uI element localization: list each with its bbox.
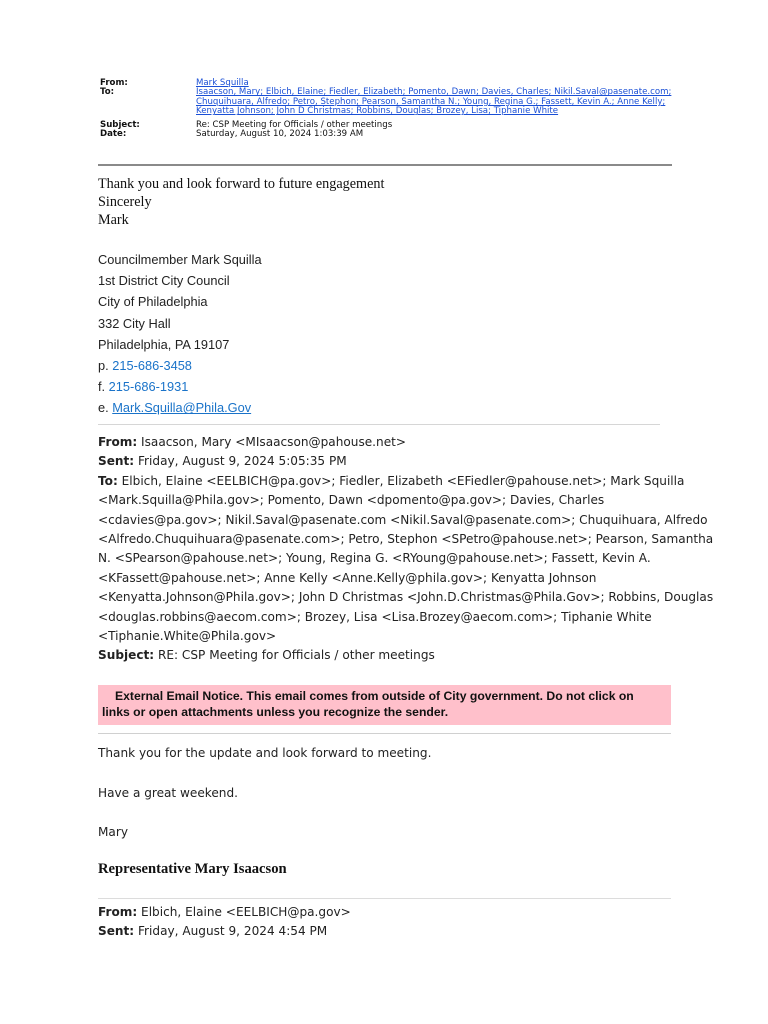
header-subject-label: Subject:: [100, 119, 140, 130]
quoted-to-row: [98, 472, 685, 491]
quoted-sent-label: Sent:: [98, 454, 135, 469]
external-email-notice: [98, 685, 671, 725]
quoted-from-row: [98, 433, 673, 452]
quoted-to-label: To:: [98, 473, 118, 488]
email-header: [100, 79, 672, 139]
reply-body: [98, 175, 384, 229]
header-date-label: Date:: [100, 129, 127, 140]
reply-line: Mark: [98, 212, 129, 228]
header-to-row: [100, 88, 672, 116]
body-line-2: Have a great weekend.: [98, 786, 238, 800]
quoted2-from-row: [98, 903, 673, 922]
quoted2-sent-row: [98, 922, 673, 941]
quoted-sent-value: Friday, August 9, 2024 5:05:35 PM: [134, 454, 347, 469]
reply-line: Sincerely: [98, 194, 152, 210]
header-from-link[interactable]: Mark Squilla: [196, 78, 249, 88]
quoted2-sent-label: Sent:: [98, 924, 135, 939]
quoted-to-line: <Alfredo.Chuquihuara@pasenate.com>; Petro, Stephon <SPetro@pahouse.net>; Pearson, Samantha: [98, 532, 714, 547]
quoted-from-value: Isaacson, Mary <MIsaacson@pahouse.net>: [137, 435, 407, 449]
phone-link[interactable]: 215-686-3458: [112, 358, 192, 374]
quoted2-from-value: Elbich, Elaine <EELBICH@pa.gov>: [137, 905, 351, 919]
quoted-to-line: <douglas.robbins@aecom.com>; Brozey, Lisa <Lisa.Brozey@aecom.com>; Tiphanie White: [98, 609, 652, 624]
quoted-to-value: Elbich, Elaine <EELBICH@pa.gov>; Fiedler, Elizabeth <EFiedler@pahouse.net>; Mark Squilla: [117, 473, 685, 488]
signature-district: 1st District City Council: [98, 273, 230, 289]
signature-address: 332 City Hall: [98, 315, 171, 331]
signature-name: Councilmember Mark Squilla: [98, 252, 262, 267]
header-to-line[interactable]: Chuquihuara, Alfredo; Petro, Stephon; Pearson, Samantha N.; Young, Regina G.; Fassett, Kevin A.; Anne Kelly;: [196, 96, 666, 107]
header-to-label: To:: [100, 87, 115, 98]
representative-name: Representative Mary Isaacson: [98, 861, 287, 877]
signature-city-state: Philadelphia, PA 19107: [98, 336, 230, 352]
notice-line-1: External Email Notice. This email comes from outside of City government. Do not click on: [115, 689, 634, 703]
notice-divider: [98, 733, 671, 734]
header-to-recipients: [196, 88, 672, 116]
quoted-to-line: <KFassett@pahouse.net>; Anne Kelly <Anne.Kelly@phila.gov>; Kenyatta Johnson: [98, 570, 597, 585]
quoted-to-line: <Tiphanie.White@Phila.gov>: [98, 629, 277, 644]
quoted-header-1: [98, 433, 714, 666]
body-line-3: Mary: [98, 825, 128, 839]
email-prefix: e.: [98, 400, 113, 416]
header-date-row: [100, 130, 672, 139]
header-to-line[interactable]: Isaacson, Mary; Elbich, Elaine; Fiedler, Elizabeth; Pomento, Dawn; Davies, Charles; Nikil.Saval@pasenate.com;: [196, 87, 672, 98]
body-line-1: Thank you for the update and look forward to meeting.: [98, 746, 432, 760]
representative-divider: [98, 898, 671, 899]
quoted-subject-value: RE: CSP Meeting for Officials / other meetings: [154, 648, 435, 663]
quoted-header-2: [98, 903, 673, 942]
header-subject-row: [100, 121, 672, 130]
reply-line: Thank you and look forward to future engagement: [98, 176, 385, 192]
fax-prefix: f.: [98, 379, 109, 395]
signature-fax-row: [98, 376, 262, 397]
quoted-to-line: <Kenyatta.Johnson@Phila.gov>; John D Christmas <John.D.Christmas@Phila.Gov>; Robbins, Douglas: [98, 590, 714, 605]
signature-divider: [98, 424, 660, 425]
header-divider: [98, 164, 672, 166]
signature-block: [98, 249, 262, 419]
header-subject-value: Re: CSP Meeting for Officials / other meetings: [196, 119, 393, 130]
header-from-label: From:: [100, 78, 128, 88]
quoted-sent-row: [98, 452, 673, 471]
fax-link[interactable]: 215-686-1931: [108, 379, 189, 395]
quoted-to-line: <Mark.Squilla@Phila.gov>; Pomento, Dawn <dpomento@pa.gov>; Davies, Charles: [98, 493, 605, 508]
phone-prefix: p.: [98, 358, 113, 374]
quoted-from-label: From:: [98, 435, 138, 449]
signature-email-row: [98, 397, 262, 418]
email-link[interactable]: Mark.Squilla@Phila.Gov: [112, 400, 252, 416]
notice-line-2: links or open attachments unless you recognize the sender.: [102, 705, 449, 719]
quoted2-sent-value: Friday, August 9, 2024 4:54 PM: [134, 924, 328, 939]
quoted-subject-row: [98, 646, 673, 665]
header-to-line[interactable]: Kenyatta Johnson; John D Christmas; Robbins, Douglas; Brozey, Lisa; Tiphanie White: [196, 106, 559, 117]
signature-phone-row: [98, 355, 262, 376]
signature-city: City of Philadelphia: [98, 294, 208, 310]
quoted-to-line: N. <SPearson@pahouse.net>; Young, Regina G. <RYoung@pahouse.net>; Fassett, Kevin A.: [98, 551, 651, 566]
quoted2-from-label: From:: [98, 905, 138, 919]
quoted-subject-label: Subject:: [98, 648, 155, 663]
quoted-to-line: <cdavies@pa.gov>; Nikil.Saval@pasenate.com <Nikil.Saval@pasenate.com>; Chuquihuara, Alfredo: [98, 512, 708, 527]
header-date-value: Saturday, August 10, 2024 1:03:39 AM: [196, 129, 364, 140]
